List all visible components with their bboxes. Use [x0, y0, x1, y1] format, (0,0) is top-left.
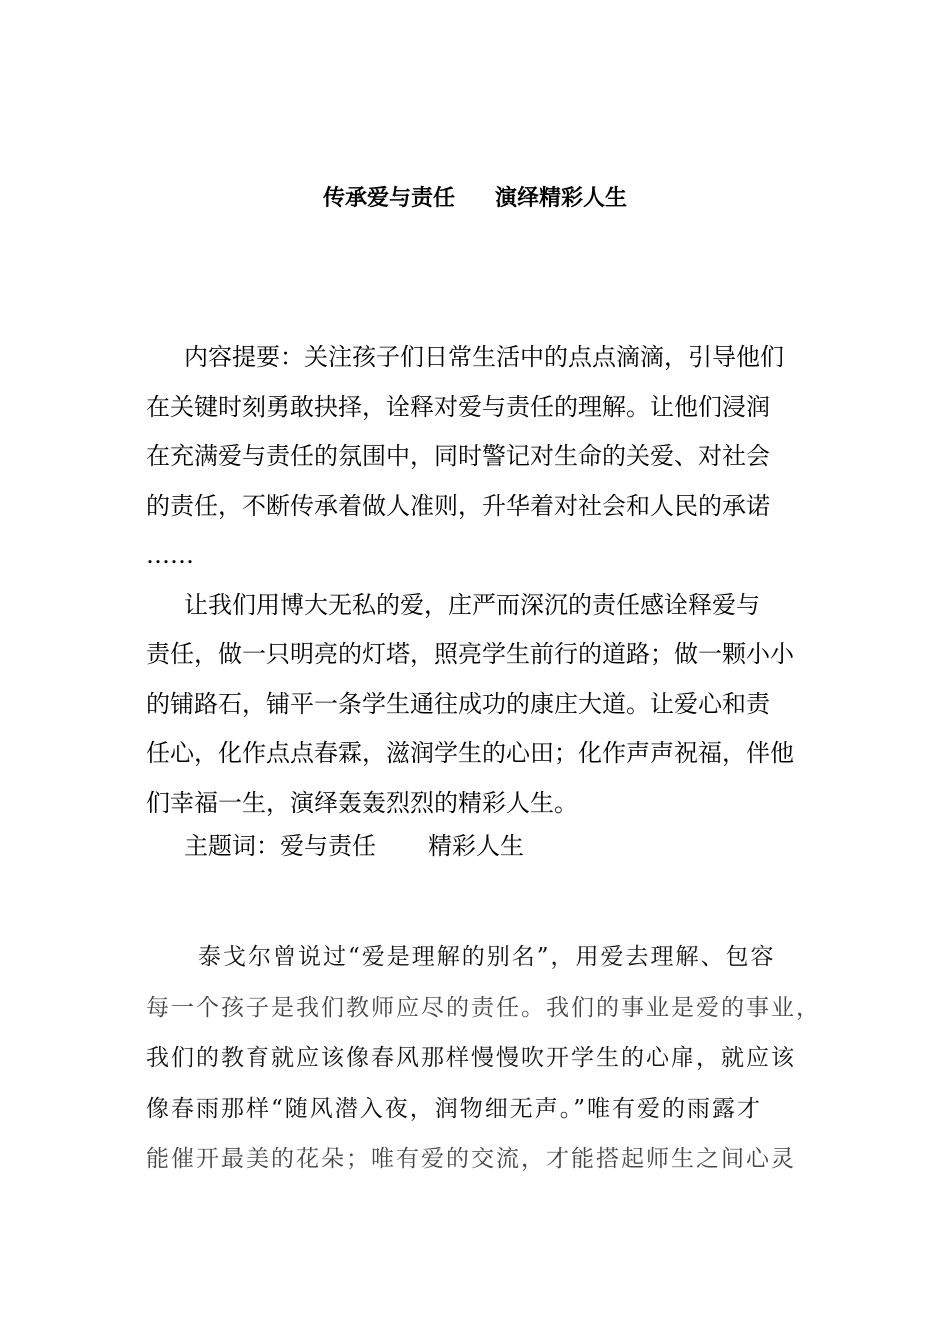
abstract-section	[146, 333, 810, 828]
keywords-line	[184, 822, 524, 872]
body-line: 我们的教育就应该像春风那样慢慢吹开学生的心扉，就应该	[146, 1045, 796, 1071]
keywords-label: 主题词：爱与责任	[184, 832, 376, 860]
abstract-line: 的责任，不断传承着做人准则，升华着对社会和人民的承诺	[146, 491, 770, 520]
body-line: 每一个孩子是我们教师应尽的责任。我们的事业是爱的事业，	[146, 994, 821, 1021]
body-line: 像春雨那样“随风潜入夜，润物细无声。”唯有爱的雨露才	[146, 1095, 763, 1122]
abstract-line: 责任，做一只明亮的灯塔，照亮学生前行的道路；做一颗小小	[146, 640, 794, 668]
body-line: 能催开最美的花朵；唯有爱的交流，才能搭起师生之间心灵	[146, 1146, 796, 1172]
body-line: 泰戈尔曾说过“爱是理解的别名”，用爱去理解、包容	[198, 944, 776, 970]
abstract-line: 在关键时刻勇敢抉择，诠释对爱与责任的理解。让他们浸润	[146, 392, 770, 421]
keywords-second: 精彩人生	[428, 832, 524, 860]
abstract-line: 让我们用博大无私的爱，庄严而深沉的责任感诠释爱与	[184, 590, 760, 619]
title-part-2: 演绎精彩人生	[495, 186, 628, 211]
abstract-line: ……	[146, 541, 194, 569]
body-section	[146, 932, 826, 1185]
abstract-line: 任心，化作点点春霖，滋润学生的心田；化作声声祝福，伴他	[146, 739, 794, 767]
abstract-line: 们幸福一生，演绎轰轰烈烈的精彩人生。	[146, 788, 578, 817]
document-title	[0, 183, 950, 215]
title-part-1: 传承爱与责任	[322, 186, 455, 211]
abstract-line: 的铺路石，铺平一条学生通往成功的康庄大道。让爱心和责	[146, 689, 770, 718]
abstract-line: 在充满爱与责任的氛围中，同时警记对生命的关爱、对社会	[146, 442, 770, 470]
abstract-line: 内容提要：关注孩子们日常生活中的点点滴滴，引导他们	[184, 343, 784, 371]
